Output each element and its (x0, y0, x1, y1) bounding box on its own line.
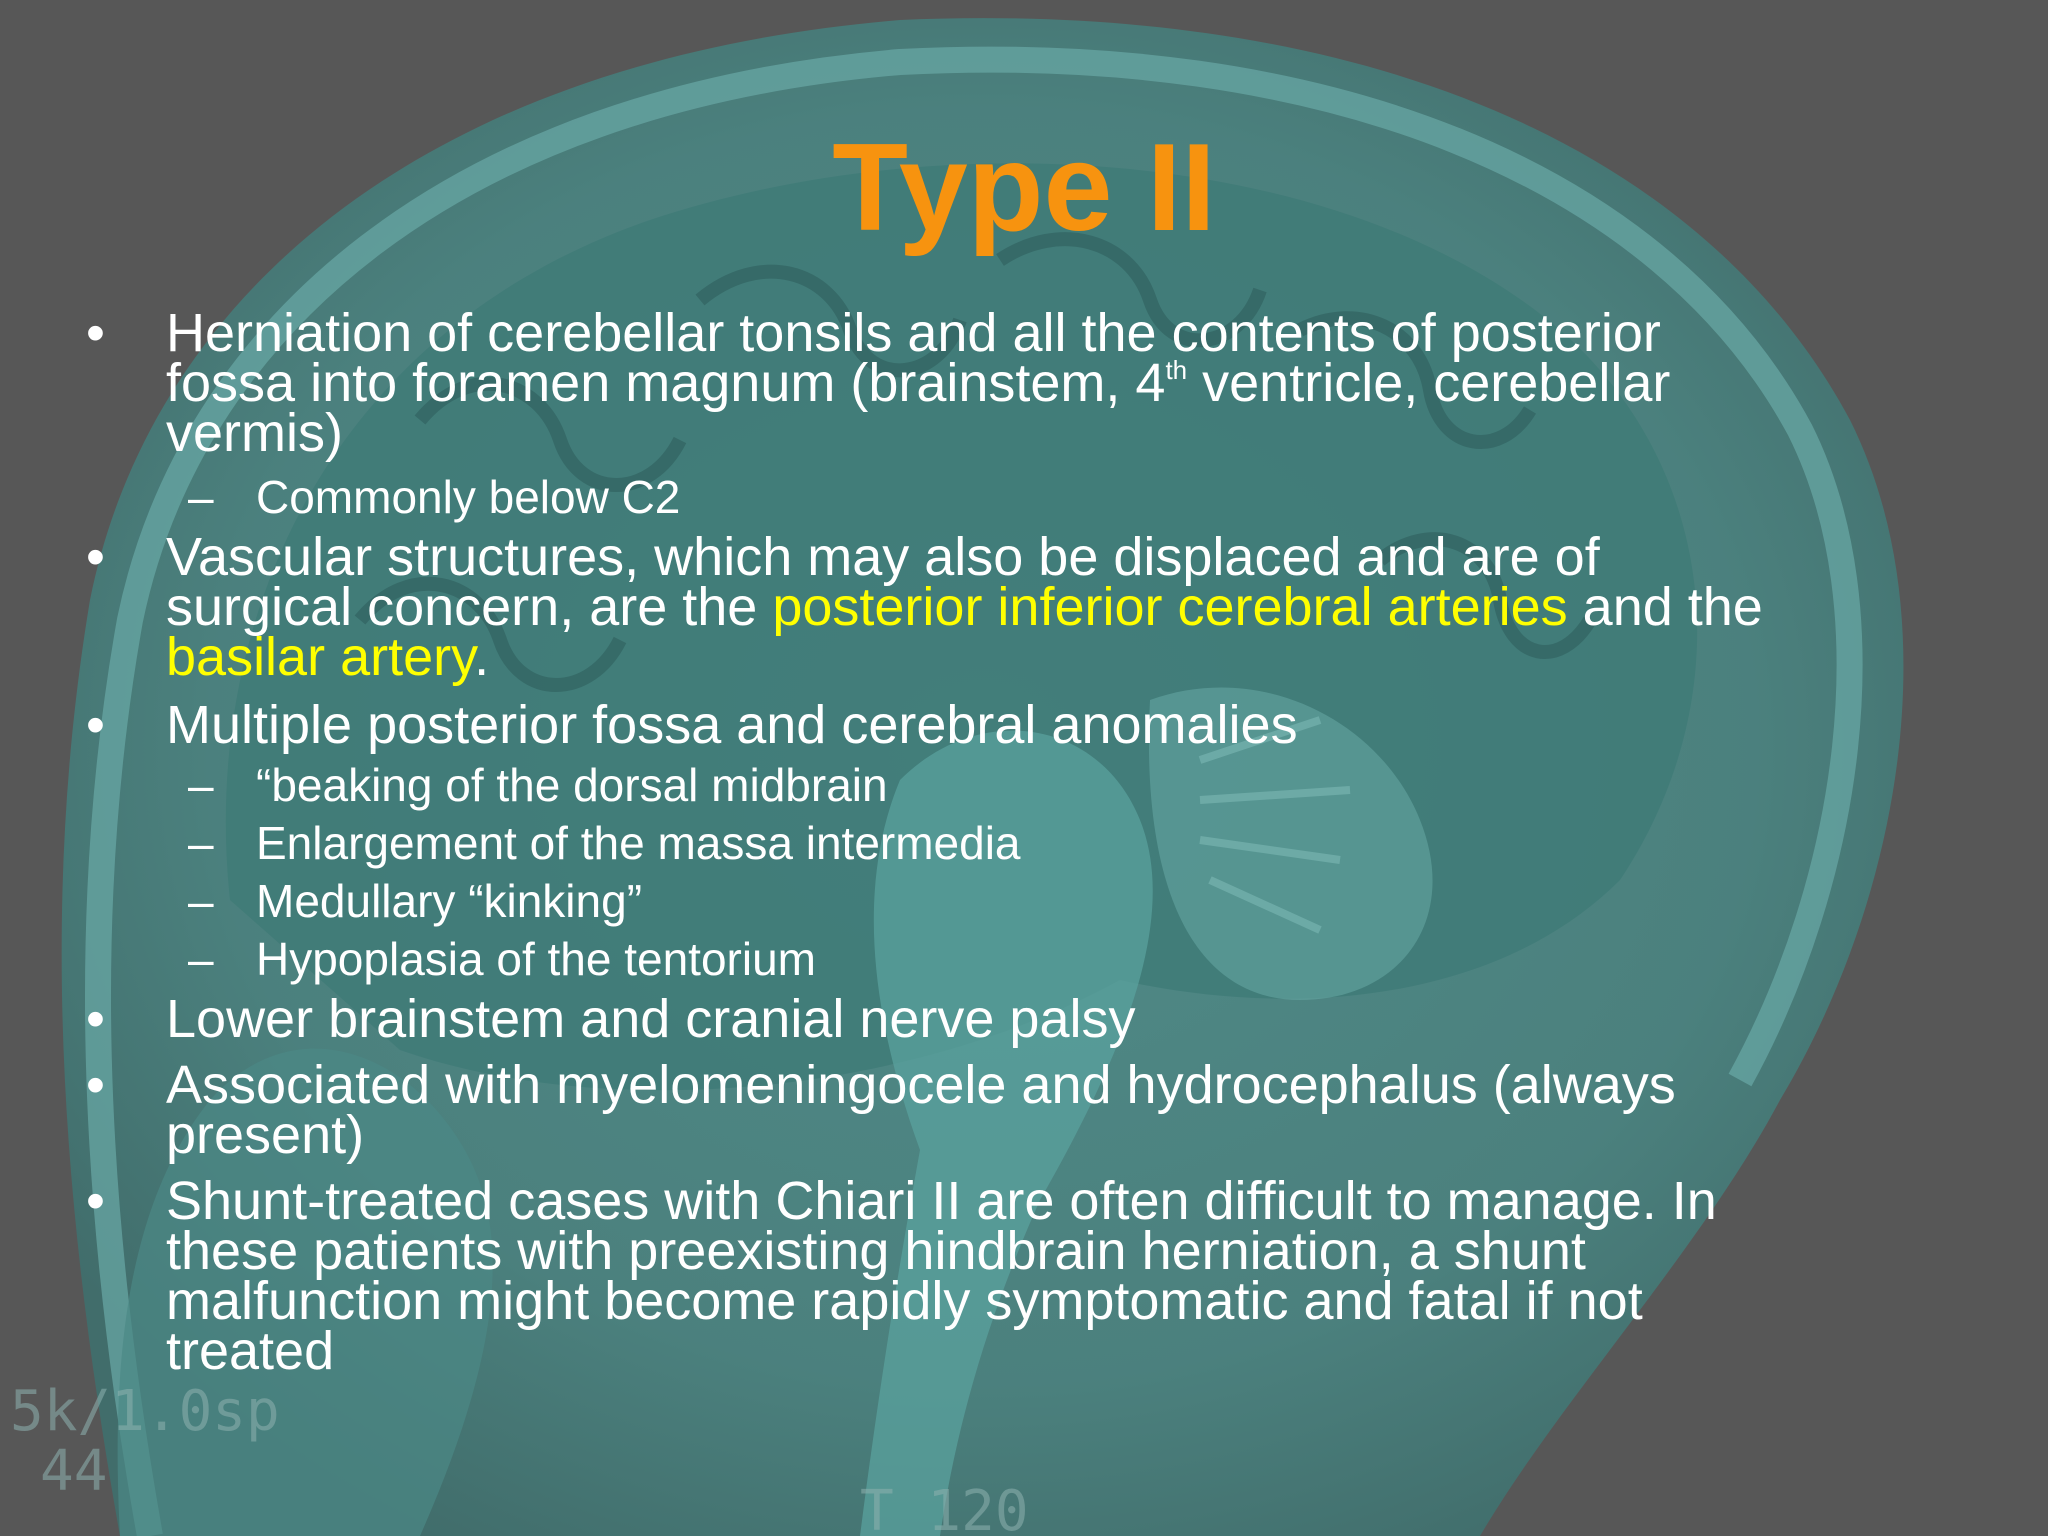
subbullet-beaking: “beaking of the dorsal midbrain (256, 759, 888, 811)
bullet-marker: • (86, 303, 105, 363)
highlight-basilar-artery: basilar artery (166, 627, 475, 687)
svg-text:44: 44 (40, 1439, 108, 1504)
svg-text:5k/1.0sp: 5k/1.0sp (10, 1379, 280, 1444)
bullet-marker: • (86, 989, 105, 1049)
bullet-brainstem-palsy: Lower brainstem and cranial nerve palsy (166, 989, 1136, 1049)
dash-marker: – (188, 875, 214, 927)
subbullet-massa-intermedia: Enlargement of the massa intermedia (256, 817, 1021, 869)
bullet-myelomeningocele: Associated with myelomeningocele and hydrocephalus (always present) (166, 1055, 1676, 1165)
bullet-vascular-structures: Vascular structures, which may also be displaced and are of surgical concern, are the posterior inferior cerebral arteries and the basilar artery. (166, 527, 1763, 687)
subbullet-commonly-below-c2: Commonly below C2 (256, 471, 681, 523)
slide-title: Type II (832, 119, 1216, 257)
bullet-herniation: Herniation of cerebellar tonsils and all the contents of posterior fossa into foramen magnum (brainstem, 4th ventricle, cerebellar vermis) (166, 303, 1671, 463)
subbullet-medullary-kinking: Medullary “kinking” (256, 875, 643, 927)
bullet-multiple-anomalies: Multiple posterior fossa and cerebral anomalies (166, 695, 1298, 755)
dash-marker: – (188, 759, 214, 811)
bullet-marker: • (86, 1055, 105, 1115)
dash-marker: – (188, 817, 214, 869)
highlight-pica: posterior inferior cerebral arteries (772, 577, 1568, 637)
bullet-marker: • (86, 527, 105, 587)
bullet-marker: • (86, 695, 105, 755)
svg-text:T 120: T 120 (860, 1479, 1029, 1536)
bullet-shunt-treated: Shunt-treated cases with Chiari II are often difficult to manage. In these patients with preexisting hindbrain herniation, a shunt malfunction might become rapidly symptomatic and fatal if not treated (166, 1171, 1717, 1381)
dash-marker: – (188, 933, 214, 985)
bullet-marker: • (86, 1171, 105, 1231)
dash-marker: – (188, 471, 214, 523)
subbullet-hypoplasia-tentorium: Hypoplasia of the tentorium (256, 933, 816, 985)
